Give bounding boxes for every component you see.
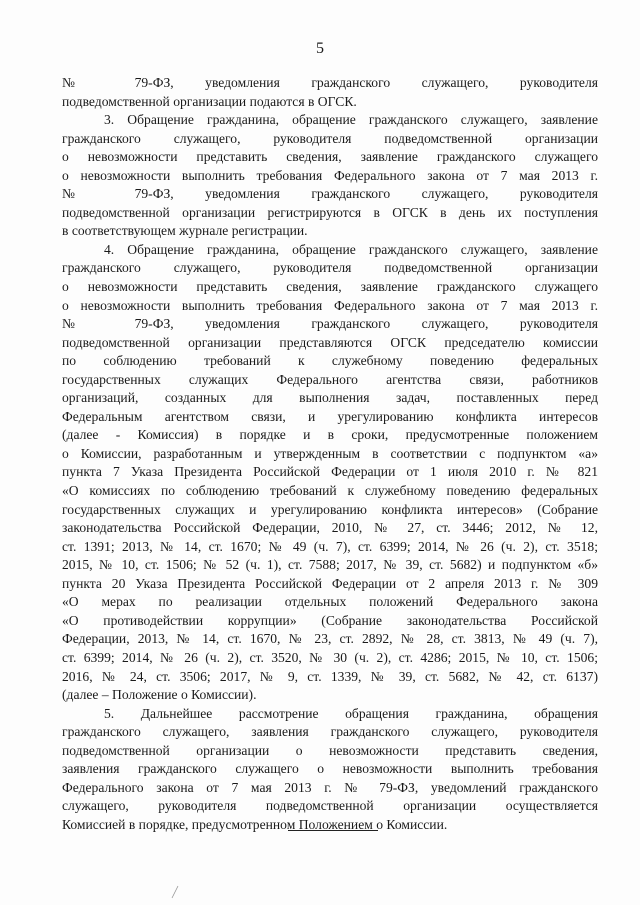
text-line: заявления гражданского служащего о невозможности выполнить требования bbox=[62, 761, 598, 777]
text-line: пункта 7 Указа Президента Российской Федерации от 1 июля 2010 г. № 821 bbox=[62, 464, 598, 480]
text-line: Федеральным агентством связи, и урегулированию конфликта интересов bbox=[62, 408, 598, 424]
text-line: в соответствующем журнале регистрации. bbox=[62, 223, 308, 239]
text-line: подведомственной организации представляются ОГСК председателю комиссии bbox=[62, 334, 598, 350]
text-line: подведомственной организации подаются в ОГСК. bbox=[62, 93, 357, 109]
text-line: гражданского служащего, руководителя подведомственной организации bbox=[62, 130, 598, 146]
text-line: о невозможности выполнить требования Федерального закона от 7 мая 2013 г. bbox=[62, 297, 598, 313]
text-line: Федерального закона от 7 мая 2013 г. № 79-ФЗ, уведомлений гражданского bbox=[62, 779, 598, 795]
text-line: пункта 20 Указа Президента Российской Федерации от 2 апреля 2013 г. № 309 bbox=[62, 575, 598, 591]
text-line: ст. 1391; 2013, № 14, ст. 1670; № 49 (ч. 7), ст. 6399; 2014, № 26 (ч. 2), ст. 3518; bbox=[62, 538, 598, 554]
text-line: ст. 6399; 2014, № 26 (ч. 2), ст. 3520, № 30 (ч. 2), ст. 4286; 2015, № 10, ст. 1506; bbox=[62, 649, 598, 665]
scan-artifact-mark bbox=[170, 885, 180, 899]
text-line: № 79-ФЗ, уведомления гражданского служащего, руководителя bbox=[62, 186, 598, 202]
text-line: 2015, № 10, ст. 1506; № 52 (ч. 1), ст. 7588; 2017, № 39, ст. 5682) и подпунктом «б» bbox=[62, 557, 598, 573]
text-line: государственных служащих и урегулированию конфликта интересов» (Собрание bbox=[62, 501, 598, 517]
end-separator-line bbox=[288, 830, 378, 831]
text-line: о Комиссии, разработанным и утвержденным в соответствии с подпунктом «а» bbox=[62, 445, 598, 461]
text-line: о невозможности выполнить требования Федерального закона от 7 мая 2013 г. bbox=[62, 167, 598, 183]
text-line: государственных служащих Федерального агентства связи, работников bbox=[62, 371, 598, 387]
text-line: «О противодействии коррупции» (Собрание законодательства Российской bbox=[62, 612, 598, 628]
text-line: гражданского служащего, заявления гражданского служащего, руководителя bbox=[62, 724, 598, 740]
text-line: законодательства Российской Федерации, 2010, № 27, ст. 3446; 2012, № 12, bbox=[62, 520, 598, 536]
text-line: «О комиссиях по соблюдению требований к служебному поведению федеральных bbox=[62, 483, 598, 499]
text-line: подведомственной организации о невозможности представить сведения, bbox=[62, 742, 598, 758]
text-line: Федерации, 2013, № 14, ст. 1670, № 23, ст. 2892, № 28, ст. 3813, № 49 (ч. 7), bbox=[62, 631, 598, 647]
text-line: подведомственной организации регистрируются в ОГСК в день их поступления bbox=[62, 204, 598, 220]
text-line: (далее – Положение о Комиссии). bbox=[62, 687, 257, 703]
text-line: № 79-ФЗ, уведомления гражданского служащего, руководителя bbox=[62, 316, 598, 332]
text-line: Комиссией в порядке, предусмотренном Положением о Комиссии. bbox=[62, 816, 448, 832]
text-line: организаций, созданных для выполнения задач, поставленных перед bbox=[62, 390, 598, 406]
text-line: 3. Обращение гражданина, обращение гражданского служащего, заявление bbox=[104, 112, 598, 128]
text-line: гражданского служащего, руководителя подведомственной организации bbox=[62, 260, 598, 276]
text-line: о невозможности представить сведения, заявление гражданского служащего bbox=[62, 279, 598, 295]
text-line: о невозможности представить сведения, заявление гражданского служащего bbox=[62, 149, 598, 165]
text-line: 5. Дальнейшее рассмотрение обращения гражданина, обращения bbox=[104, 705, 598, 721]
document-body bbox=[62, 74, 598, 834]
text-line: (далее - Комиссия) в порядке и в сроки, предусмотренные положением bbox=[62, 427, 598, 443]
text-line: служащего, руководителя подведомственной организации осуществляется bbox=[62, 798, 598, 814]
text-line: «О мерах по реализации отдельных положений Федерального закона bbox=[62, 594, 598, 610]
text-line: 2016, № 24, ст. 3506; 2017, № 9, ст. 1339, № 39, ст. 5682, № 42, ст. 6137) bbox=[62, 668, 598, 684]
text-line: по соблюдению требований к служебному поведению федеральных bbox=[62, 353, 598, 369]
text-line: № 79-ФЗ, уведомления гражданского служащего, руководителя bbox=[62, 75, 598, 90]
page-number: 5 bbox=[316, 40, 324, 57]
text-line: 4. Обращение гражданина, обращение гражданского служащего, заявление bbox=[104, 241, 598, 257]
